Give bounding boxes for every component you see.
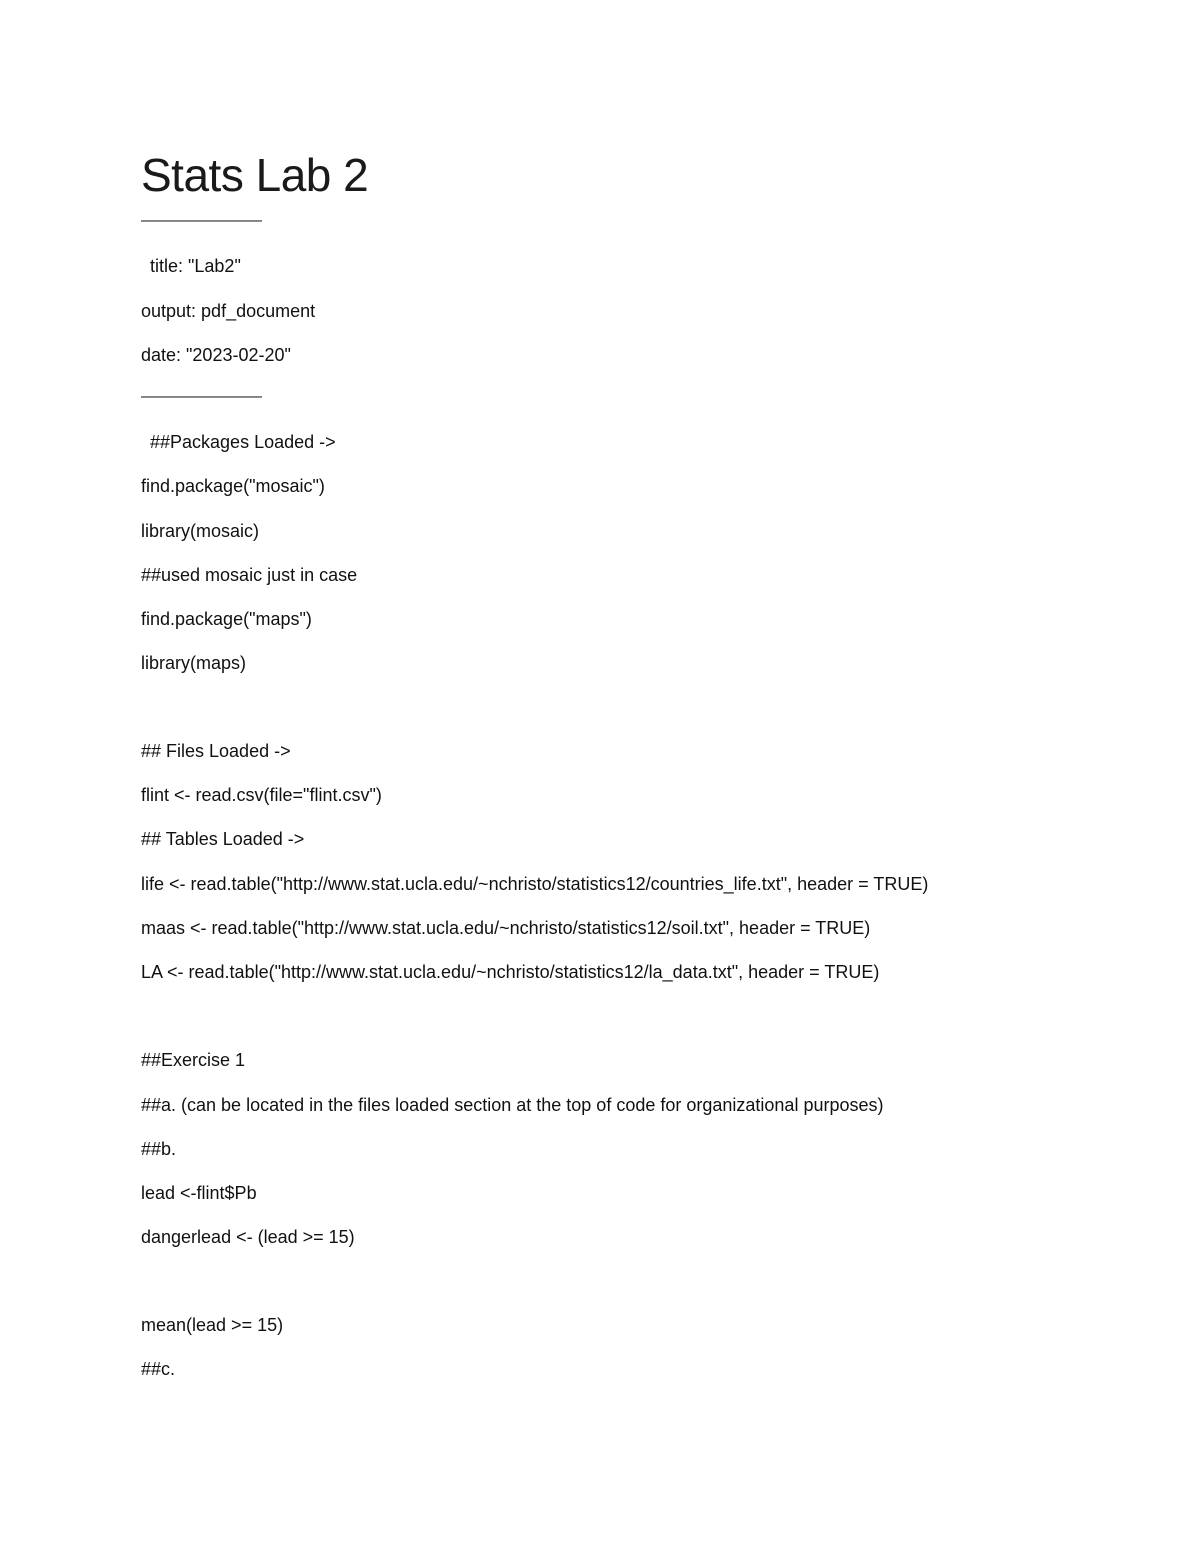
- yaml-date-line: date: "2023-02-20": [141, 345, 291, 365]
- yaml-output-line: output: pdf_document: [141, 301, 316, 321]
- code-line-find-maps: find.package("maps"): [141, 609, 312, 629]
- code-line-maas: maas <- read.table("http://www.stat.ucla.edu/~nchristo/statistics12/soil.txt", header = TRUE): [141, 918, 871, 938]
- tables-heading: ## Tables Loaded ->: [141, 829, 305, 849]
- yaml-separator-top: ————————: [141, 212, 261, 229]
- packages-heading: ##Packages Loaded ->: [150, 432, 336, 452]
- exercise-heading: ##Exercise 1: [141, 1050, 246, 1070]
- document-title: Stats Lab 2: [141, 149, 369, 201]
- code-line-la: LA <- read.table("http://www.stat.ucla.edu/~nchristo/statistics12/la_data.txt", header = TRUE): [141, 962, 880, 982]
- exercise-part-c: ##c.: [141, 1359, 176, 1379]
- code-line-life: life <- read.table("http://www.stat.ucla.edu/~nchristo/statistics12/countries_life.txt", header = TRUE): [141, 874, 929, 894]
- code-line-dangerlead: dangerlead <- (lead >= 15): [141, 1227, 355, 1247]
- yaml-separator-bottom: ————————: [141, 388, 261, 405]
- code-line-find-mosaic: find.package("mosaic"): [141, 476, 325, 496]
- files-heading: ## Files Loaded ->: [141, 741, 291, 761]
- code-line-lead: lead <-flint$Pb: [141, 1183, 257, 1203]
- code-line-mean: mean(lead >= 15): [141, 1315, 284, 1335]
- code-line-flint: flint <- read.csv(file="flint.csv"): [141, 785, 382, 805]
- exercise-part-b: ##b.: [141, 1139, 177, 1159]
- comment-line-mosaic: ##used mosaic just in case: [141, 565, 358, 585]
- code-line-library-mosaic: library(mosaic): [141, 521, 260, 541]
- code-line-library-maps: library(maps): [141, 653, 247, 673]
- yaml-title-line: title: "Lab2": [150, 256, 241, 276]
- exercise-part-a: ##a. (can be located in the files loaded section at the top of code for organizational purposes): [141, 1095, 884, 1115]
